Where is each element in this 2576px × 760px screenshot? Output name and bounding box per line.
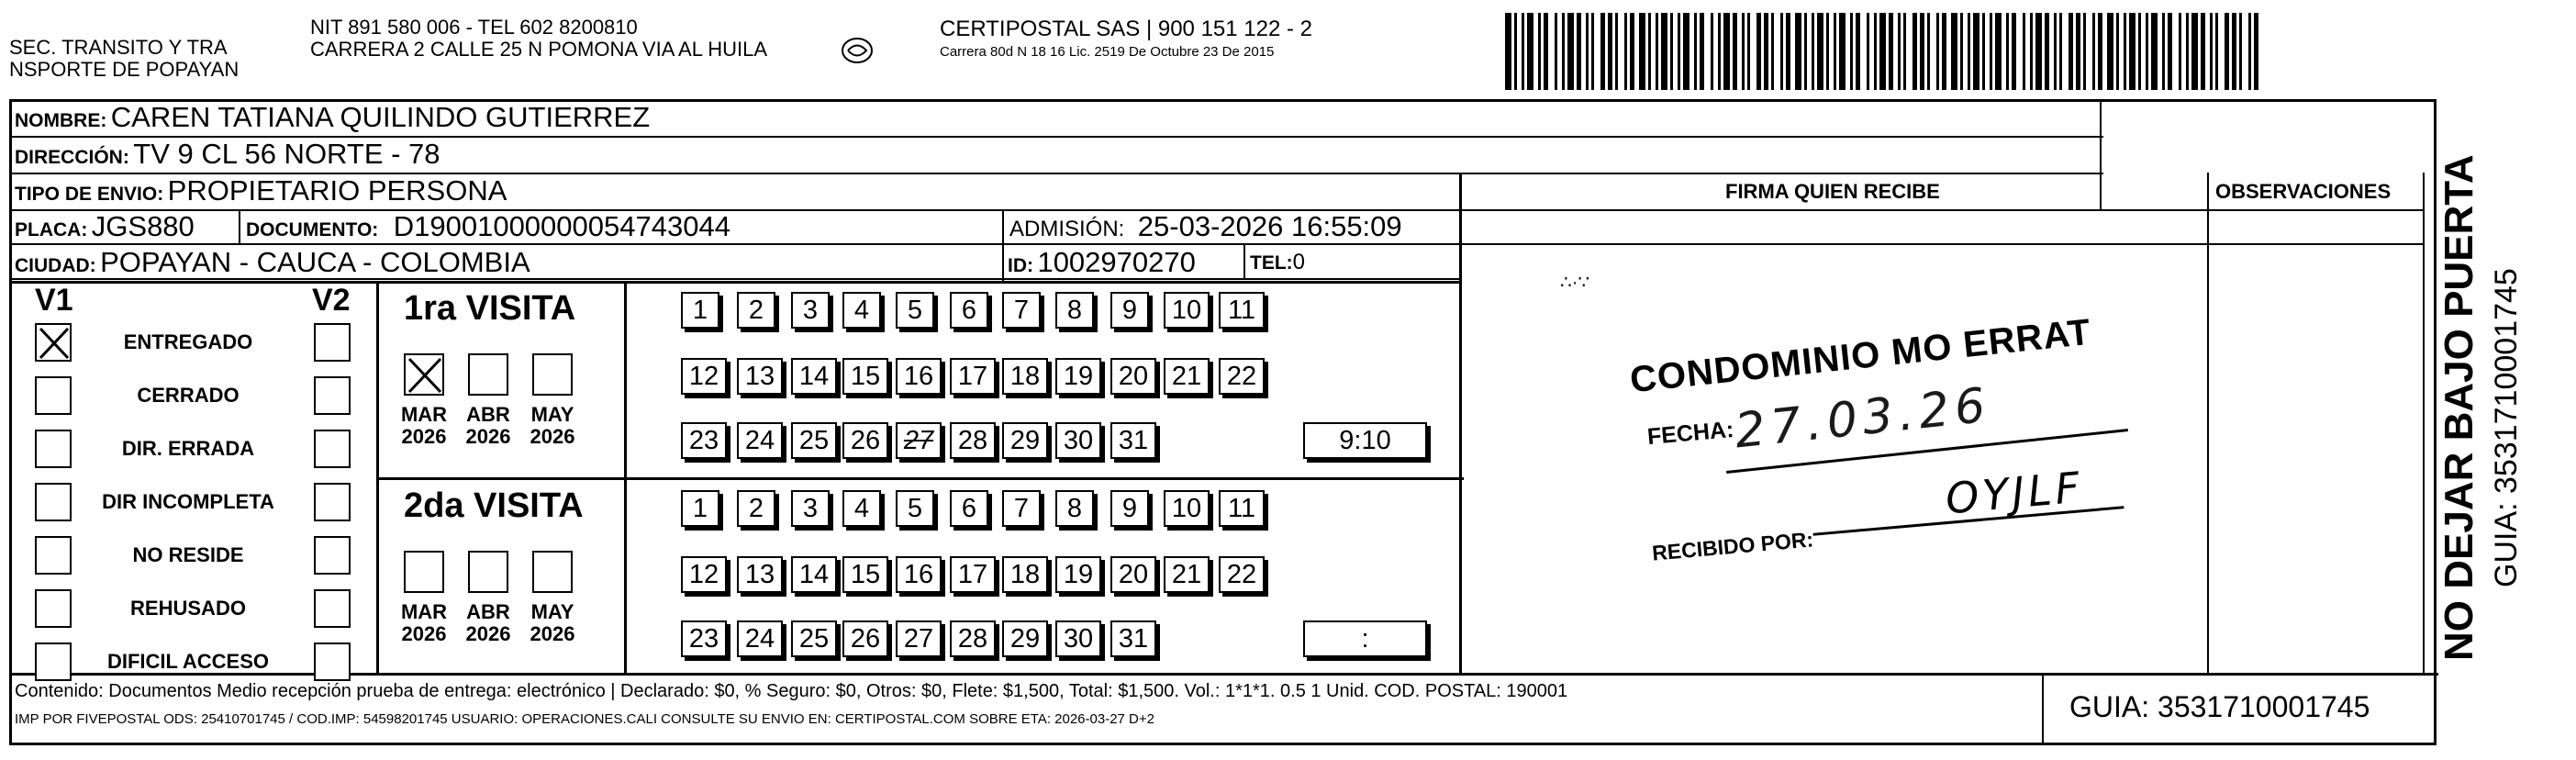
sender-name [9, 37, 239, 81]
day-box[interactable]: 4 [842, 490, 881, 527]
v2-checkbox[interactable] [314, 589, 351, 628]
second-visit-title: 2da VISITA [404, 486, 584, 525]
day-box[interactable]: 27 [896, 620, 942, 657]
v1-label: V1 [35, 283, 73, 318]
day-box[interactable]: 17 [950, 556, 996, 593]
day-box[interactable]: 17 [950, 358, 996, 395]
month-label: MAY 2026 [530, 403, 575, 448]
day-box[interactable]: 19 [1055, 556, 1101, 593]
month-checkbox-mar[interactable] [404, 551, 444, 593]
day-box[interactable]: 12 [681, 358, 727, 395]
v1-checkbox[interactable] [35, 589, 72, 628]
visit-time-box[interactable]: : [1303, 620, 1427, 657]
month-label: ABR 2026 [465, 600, 511, 645]
day-box[interactable]: 8 [1055, 490, 1094, 527]
day-box[interactable]: 31 [1110, 422, 1156, 459]
documento-label: DOCUMENTO: [246, 219, 379, 240]
placa-label: PLACA: [15, 219, 88, 240]
sender-line-1: SEC. TRANSITO Y TRA [9, 36, 228, 59]
observaciones-header: OBSERVACIONES [2215, 180, 2392, 203]
status-label: DIFICIL ACCESO [106, 650, 269, 673]
v1-checkbox[interactable] [35, 536, 72, 575]
month-label: MAR 2026 [400, 600, 448, 645]
admision-label: ADMISIÓN: [1009, 217, 1125, 241]
day-box[interactable]: 15 [842, 556, 888, 593]
sender-line-2: NSPORTE DE POPAYAN [9, 58, 240, 81]
day-box[interactable]: 14 [791, 556, 837, 593]
nit-line: NIT 891 580 006 - TEL 602 8200810 [310, 16, 638, 39]
tel-value: 0 [1292, 250, 1306, 274]
day-box[interactable]: 23 [681, 422, 727, 459]
status-label: DIR INCOMPLETA [102, 490, 274, 513]
day-box[interactable]: 2 [737, 490, 775, 527]
day-box[interactable]: 1 [681, 490, 719, 527]
firma-header: FIRMA QUIEN RECIBE [1725, 180, 1940, 203]
day-box[interactable]: 30 [1055, 422, 1101, 459]
day-box[interactable]: 6 [950, 490, 988, 527]
day-box[interactable]: 7 [1002, 490, 1041, 527]
v2-checkbox[interactable] [314, 430, 351, 468]
v2-checkbox[interactable] [314, 323, 351, 362]
stamp-fecha-label: FECHA: [1645, 416, 1735, 451]
v2-checkbox[interactable] [314, 643, 351, 681]
tel-field [1250, 250, 1305, 275]
month-label: MAR 2026 [400, 403, 448, 448]
month-label: MAY 2026 [530, 600, 575, 645]
nombre-field [15, 101, 650, 134]
day-box[interactable]: 16 [896, 556, 942, 593]
day-box[interactable]: 13 [737, 358, 783, 395]
side-guia: GUIA: 3531710001745 [2489, 268, 2524, 587]
v2-checkbox[interactable] [314, 483, 351, 521]
v2-checkbox[interactable] [314, 376, 351, 415]
footer-line-2: IMP POR FIVEPOSTAL ODS: 25410701745 / COD.IMP: 54598201745 USUARIO: OPERACIONES.CALI CONSULTE SU ENVIO EN: CERTIPOSTAL.COM SOBRE ETA: 2026-03-27 D+2 [15, 711, 1154, 727]
day-box[interactable]: 9 [1110, 292, 1149, 329]
day-box[interactable]: 2 [737, 292, 775, 329]
id-value: 1002970270 [1037, 246, 1196, 278]
direccion-value: TV 9 CL 56 NORTE - 78 [133, 138, 440, 170]
day-box[interactable]: 29 [1002, 422, 1048, 459]
nombre-label: NOMBRE: [15, 110, 107, 131]
day-box[interactable]: 28 [950, 620, 996, 657]
nombre-value: CAREN TATIANA QUILINDO GUTIERREZ [110, 101, 651, 133]
day-box[interactable]: 28 [950, 422, 996, 459]
id-label: ID: [1008, 255, 1033, 276]
day-box[interactable]: 5 [896, 292, 934, 329]
day-box[interactable]: 15 [842, 358, 888, 395]
day-box[interactable]: 20 [1110, 556, 1156, 593]
footer-line-1: Contenido: Documentos Medio recepción prueba de entrega: electrónico | Declarado: $0, % Seguro: $0, Otros: $0, Flete: $1,500, Total: $1,500. Vol.: 1*1*1. 0.5 1 Unid. COD. POSTAL: 190001 [15, 681, 1568, 701]
direccion-field [15, 138, 440, 171]
day-box[interactable]: 14 [791, 358, 837, 395]
placa-field [15, 210, 195, 243]
tipo-envio-field [15, 174, 507, 207]
day-box[interactable]: 7 [1002, 292, 1041, 329]
day-box[interactable]: 21 [1164, 556, 1210, 593]
status-label: DIR. ERRADA [121, 437, 255, 460]
day-box[interactable]: 11 [1219, 490, 1265, 527]
direccion-label: DIRECCIÓN: [15, 147, 129, 168]
day-box[interactable]: 19 [1055, 358, 1101, 395]
status-label: CERRADO [137, 384, 240, 407]
day-box[interactable]: 4 [842, 292, 881, 329]
day-box[interactable]: 30 [1055, 620, 1101, 657]
day-box[interactable]: 21 [1164, 358, 1210, 395]
tel-label: TEL: [1250, 252, 1293, 274]
month-checkbox-abr[interactable] [468, 353, 508, 396]
address-line: CARRERA 2 CALLE 25 N POMONA VIA AL HUILA [310, 38, 768, 61]
month-checkbox-abr[interactable] [468, 551, 508, 593]
day-box[interactable]: 29 [1002, 620, 1048, 657]
stamp-recibido-label: RECIBIDO POR: [1651, 527, 1815, 565]
v1-checkbox[interactable] [35, 643, 72, 681]
sender-contact [310, 17, 767, 61]
day-box[interactable]: 13 [737, 556, 783, 593]
day-box[interactable]: 25 [791, 422, 837, 459]
v1-checkbox[interactable] [35, 483, 72, 521]
day-box[interactable]: 18 [1002, 358, 1048, 395]
day-box[interactable]: 22 [1219, 556, 1265, 593]
v2-label: V2 [312, 283, 351, 318]
status-label: NO RESIDE [132, 543, 244, 566]
month-label: ABR 2026 [465, 403, 511, 448]
day-box[interactable]: 23 [681, 620, 727, 657]
stamp-recibido-handwritten: OYJLF [1943, 462, 2086, 524]
month-checkbox-mar[interactable] [404, 353, 444, 396]
carrier-line-2: Carrera 80d N 18 16 Lic. 2519 De Octubre 23 De 2015 [940, 44, 1275, 60]
stamp-fecha-handwritten: 27.03.26 [1732, 377, 1993, 460]
month-checkbox-may[interactable] [532, 353, 573, 396]
day-box[interactable]: 16 [896, 358, 942, 395]
day-box[interactable]: 3 [791, 292, 830, 329]
day-box[interactable]: 10 [1164, 490, 1210, 527]
carrier-logo-icon [840, 37, 875, 64]
id-field [1008, 246, 1196, 279]
day-box[interactable]: 22 [1219, 358, 1265, 395]
placa-value: JGS880 [91, 210, 195, 242]
day-box[interactable]: 5 [896, 490, 934, 527]
ciudad-field [15, 246, 530, 279]
tipo-envio-value: PROPIETARIO PERSONA [167, 174, 507, 207]
admision-field [1009, 210, 1402, 243]
v1-checkbox[interactable] [35, 323, 72, 362]
day-box[interactable]: 24 [737, 620, 783, 657]
documento-value: D19001000000054743044 [393, 210, 730, 242]
admision-value: 25-03-2026 16:55:09 [1137, 210, 1402, 242]
month-checkbox-may[interactable] [532, 551, 573, 593]
day-box[interactable]: 3 [791, 490, 830, 527]
day-box[interactable]: 25 [791, 620, 837, 657]
v2-checkbox[interactable] [314, 536, 351, 575]
day-box[interactable]: 26 [842, 620, 888, 657]
barcode [1505, 13, 2267, 90]
footer-guia: GUIA: 3531710001745 [2069, 690, 2370, 723]
ink-smudge: ∴·∵ [1560, 273, 1590, 293]
ciudad-value: POPAYAN - CAUCA - COLOMBIA [100, 246, 530, 278]
day-box[interactable]: 6 [950, 292, 988, 329]
ciudad-label: CIUDAD: [15, 255, 96, 276]
side-warning: NO DEJAR BAJO PUERTA [2437, 154, 2481, 661]
day-box[interactable]: 18 [1002, 556, 1048, 593]
v1-checkbox[interactable] [35, 430, 72, 468]
status-label: REHUSADO [130, 597, 246, 620]
documento-field [246, 210, 730, 243]
tipo-envio-label: TIPO DE ENVIO: [15, 184, 164, 205]
day-box[interactable]: 1 [681, 292, 719, 329]
day-box[interactable]: 12 [681, 556, 727, 593]
day-box[interactable]: 11 [1219, 292, 1265, 329]
visit-time-box[interactable]: 9:10 [1303, 422, 1427, 459]
first-visit-title: 1ra VISITA [404, 289, 576, 328]
day-box[interactable]: 27 [896, 422, 942, 459]
day-box[interactable]: 31 [1110, 620, 1156, 657]
stamp-line-1: CONDOMINIO MO ERRAT [1628, 311, 2093, 401]
day-box[interactable]: 24 [737, 422, 783, 459]
carrier-line-1: CERTIPOSTAL SAS | 900 151 122 - 2 [940, 17, 1312, 41]
day-box[interactable]: 10 [1164, 292, 1210, 329]
day-box[interactable]: 20 [1110, 358, 1156, 395]
status-label: ENTREGADO [123, 330, 253, 353]
day-box[interactable]: 26 [842, 422, 888, 459]
v1-checkbox[interactable] [35, 376, 72, 415]
day-box[interactable]: 8 [1055, 292, 1094, 329]
carrier-info [940, 17, 1312, 60]
day-box[interactable]: 9 [1110, 490, 1149, 527]
